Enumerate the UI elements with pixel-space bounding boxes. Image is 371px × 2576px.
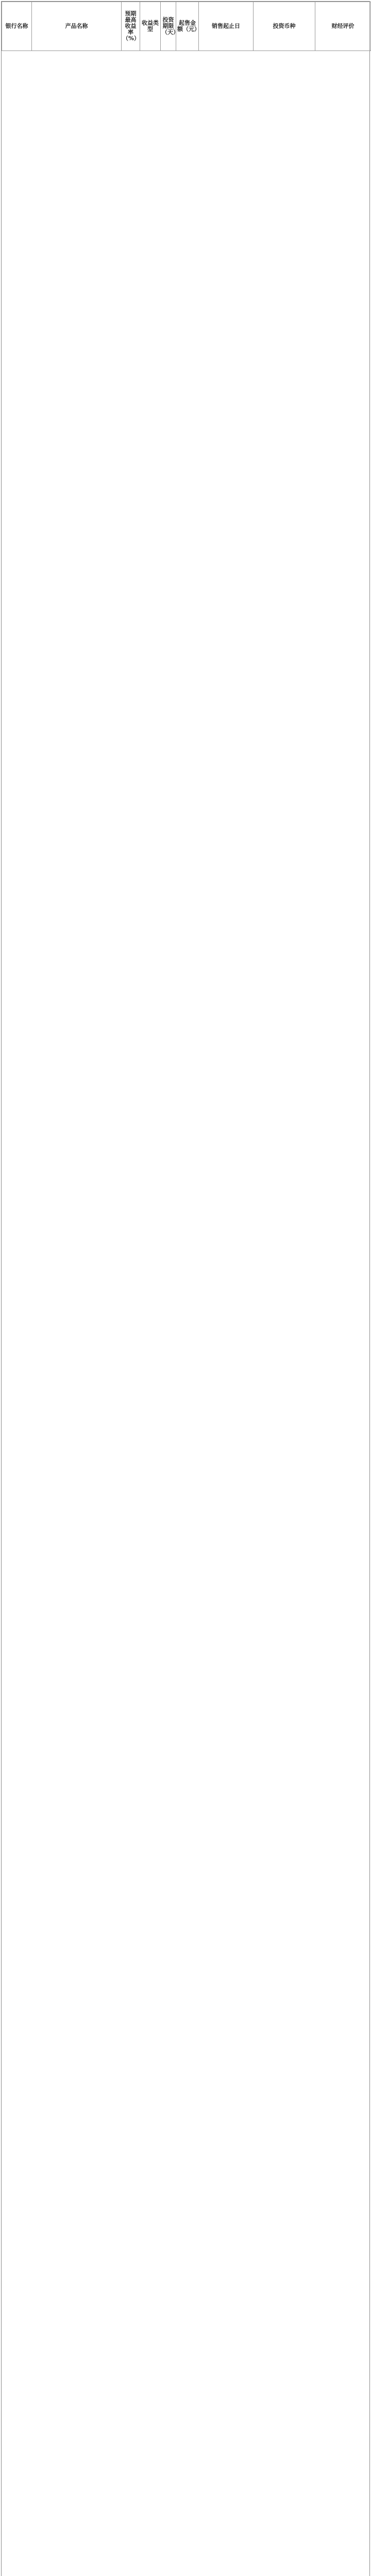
column-header-bank: 银行名称 [2, 2, 32, 51]
product-table-sheet [1, 1, 370, 2576]
column-header-currency: 投资币种 [254, 2, 315, 51]
column-header-yield: 预期最高收益率（%） [122, 2, 140, 51]
table-header-row [2, 2, 371, 51]
column-header-rating: 财经评价 [315, 2, 371, 51]
column-header-return-type: 收益类型 [140, 2, 161, 51]
column-header-term: 投资期限（天） [161, 2, 176, 51]
column-header-product: 产品名称 [32, 2, 122, 51]
column-header-sale-period: 销售起止日 [199, 2, 254, 51]
column-header-min-amount: 起售金额（元） [176, 2, 199, 51]
bank-product-table [2, 2, 371, 51]
